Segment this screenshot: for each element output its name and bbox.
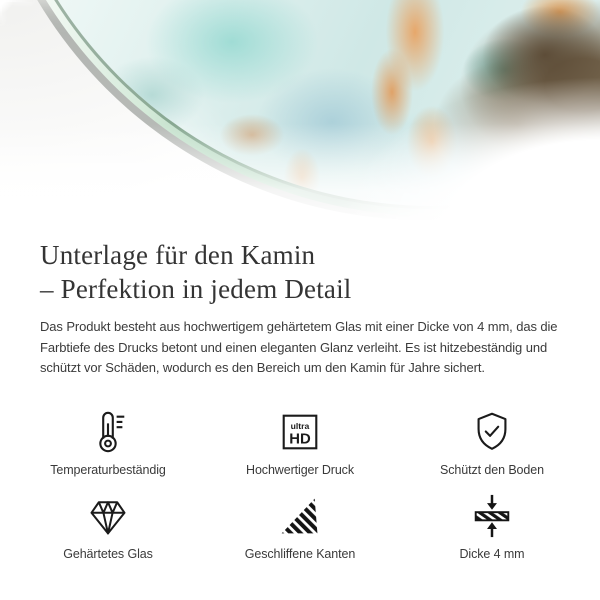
feature-polished-edges <box>204 494 396 561</box>
hero-fade-overlay <box>0 0 600 238</box>
title-line-2: – Perfektion in jedem Detail <box>40 274 352 304</box>
feature-tempered-glass <box>12 494 204 561</box>
feature-grid <box>0 410 600 561</box>
title-line-1: Unterlage für den Kamin <box>40 240 316 270</box>
description-line: schützt vor Schäden, wodurch es den Bereich um den Kamin für Jahre sichert. <box>40 360 485 375</box>
feature-label: Geschliffene Kanten <box>244 546 356 561</box>
shield-check-icon <box>469 410 515 454</box>
content-block <box>0 238 600 379</box>
page-title <box>40 238 560 306</box>
product-description <box>40 317 560 379</box>
feature-thickness <box>396 494 588 561</box>
feature-floor-protection <box>396 410 588 477</box>
diamond-icon <box>86 494 130 538</box>
polished-edges-icon <box>278 494 322 538</box>
ultra-hd-badge-top: ultra <box>290 420 310 431</box>
thickness-icon <box>469 494 515 538</box>
feature-temperature <box>12 410 204 477</box>
feature-label: Temperaturbeständig <box>50 462 166 477</box>
feature-label: Gehärtetes Glas <box>63 546 153 561</box>
product-hero <box>0 0 600 238</box>
ultra-hd-icon <box>277 410 323 454</box>
description-line: Das Produkt besteht aus hochwertigem gehärtetem Glas mit einer Dicke von 4 mm, das die <box>40 319 558 334</box>
feature-label: Dicke 4 mm <box>459 546 525 561</box>
description-line: Farbtiefe des Drucks betont und einen eleganten Glanz verleiht. Es ist hitzebeständig und <box>40 339 548 355</box>
thermometer-icon <box>85 410 131 454</box>
feature-print-quality <box>204 410 396 477</box>
ultra-hd-badge-bottom: HD <box>289 431 311 447</box>
feature-label: Hochwertiger Druck <box>246 462 354 477</box>
feature-label: Schützt den Boden <box>440 462 544 477</box>
